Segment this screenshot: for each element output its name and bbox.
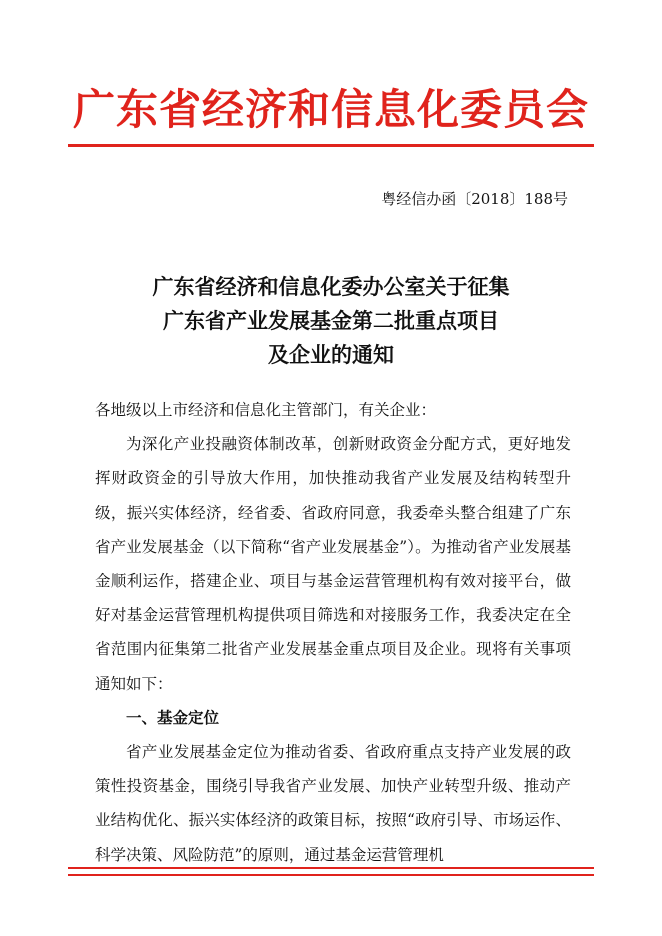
title-line-3: 及企业的通知 [268,342,394,367]
title-line-1: 广东省经济和信息化委办公室关于征集 [152,274,510,299]
fund-positioning-paragraph: 省产业发展基金定位为推动省委、省政府重点支持产业发展的政策性投资基金，围绕引导我省产业发展、加快产业转型升级、推动产业结构优化、振兴实体经济的政策目标，按照“政府引导、市场运作、科学决策、风险防范”的原则，通过基金运营管理机 [95,743,571,864]
title-line-2: 广东省产业发展基金第二批重点项目 [163,308,499,333]
letterhead-org-name: 广东省经济和信息化委员会 [72,85,589,134]
document-number: 粤经信办函〔2018〕188号 [381,190,568,208]
intro-paragraph: 为深化产业投融资体制改革，创新财政资金分配方式，更好地发挥财政资金的引导放大作用，加快推动我省产业发展及结构转型升级，振兴实体经济，经省委、省政府同意，我委牵头整合组建了广东省产业发展基金（以下简称“省产业发展基金”）。为推动省产业发展基金顺利运作，搭建企业、项目与基金运营管理机构有效对接平台，做好对基金运营管理机构提供项目筛选和对接服务工作，我委决定在全省范围内征集第二批省产业发展基金重点项目及企业。现将有关事项通知如下： [95,435,571,693]
letterhead-red-rule [68,144,594,147]
document-title [80,270,582,372]
salutation: 各地级以上市经济和信息化主管部门，有关企业： [95,401,437,419]
section-heading-fund-positioning: 一、基金定位 [126,708,220,727]
footer-red-rule-lower [68,874,594,876]
footer-red-rule-upper [68,867,594,869]
document-body [95,393,571,872]
